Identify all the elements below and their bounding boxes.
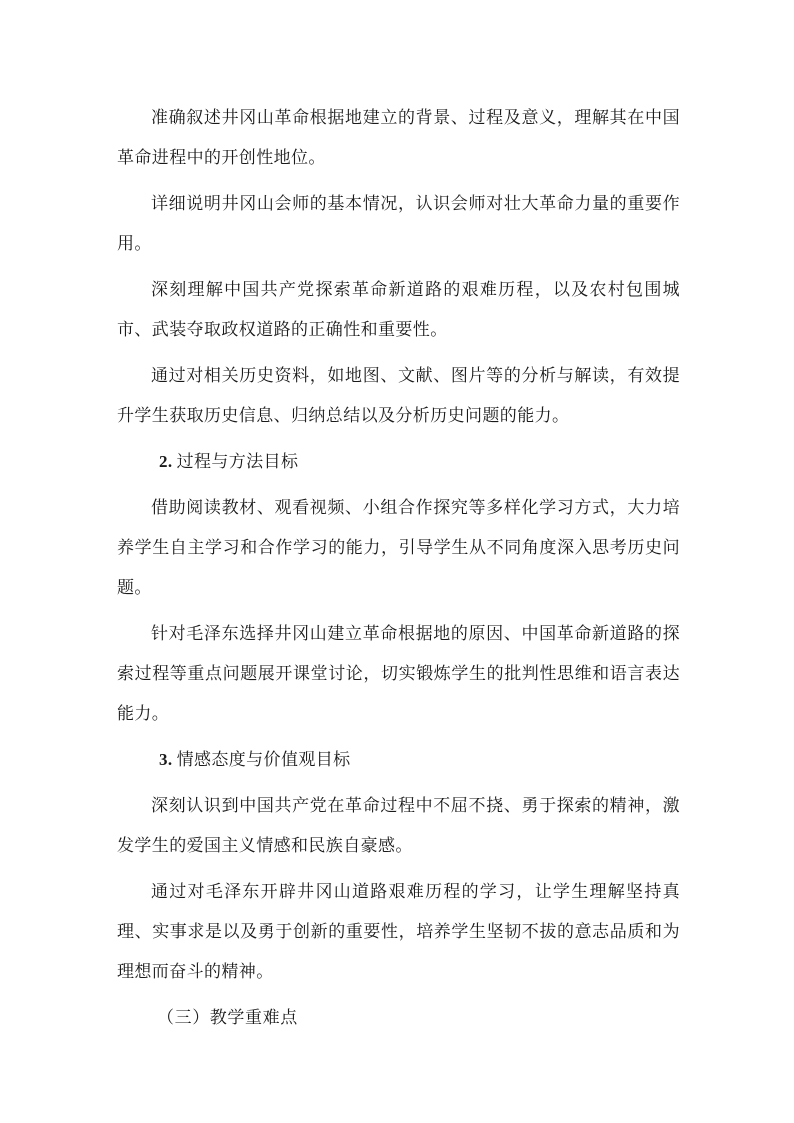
paragraph-knowledge-4: 通过对相关历史资料，如地图、文献、图片等的分析与解读，有效提升学生获取历史信息、归纳总结以及分析历史问题的能力。 [117, 366, 680, 426]
paragraph-values-2: 通过对毛泽东开辟井冈山道路艰难历程的学习，让学生理解坚持真理、实事求是以及勇于创新的重要性，培养学生坚韧不拔的意志品质和为理想而奋斗的精神。 [117, 882, 680, 982]
paragraph-process-1: 借助阅读教材、观看视频、小组合作探究等多样化学习方式，大力培养学生自主学习和合作学习的能力，引导学生从不同角度深入思考历史问题。 [117, 498, 680, 598]
heading-number: 2. [159, 452, 173, 471]
heading-emotion-values-goals [117, 740, 680, 780]
heading-label: 情感态度与价值观目标 [176, 750, 351, 770]
heading-number: 3. [159, 750, 173, 769]
heading-process-method-goals [117, 442, 680, 482]
paragraph-values-1: 深刻认识到中国共产党在革命过程中不屈不挠、勇于探索的精神，激发学生的爱国主义情感和民族自豪感。 [117, 796, 680, 856]
document-body [117, 98, 680, 1038]
heading-label: 过程与方法目标 [176, 452, 299, 472]
paragraph-process-2: 针对毛泽东选择井冈山建立革命根据地的原因、中国革命新道路的探索过程等重点问题展开课堂讨论，切实锻炼学生的批判性思维和语言表达能力。 [117, 624, 680, 724]
paragraph-knowledge-2: 详细说明井冈山会师的基本情况，认识会师对壮大革命力量的重要作用。 [117, 194, 680, 254]
paragraph-knowledge-1: 准确叙述井冈山革命根据地建立的背景、过程及意义，理解其在中国革命进程中的开创性地位。 [117, 108, 680, 168]
section-heading-key-difficulties: （三）教学重难点 [157, 1008, 298, 1028]
paragraph-knowledge-3: 深刻理解中国共产党探索革命新道路的艰难历程，以及农村包围城市、武装夺取政权道路的正确性和重要性。 [117, 280, 680, 340]
